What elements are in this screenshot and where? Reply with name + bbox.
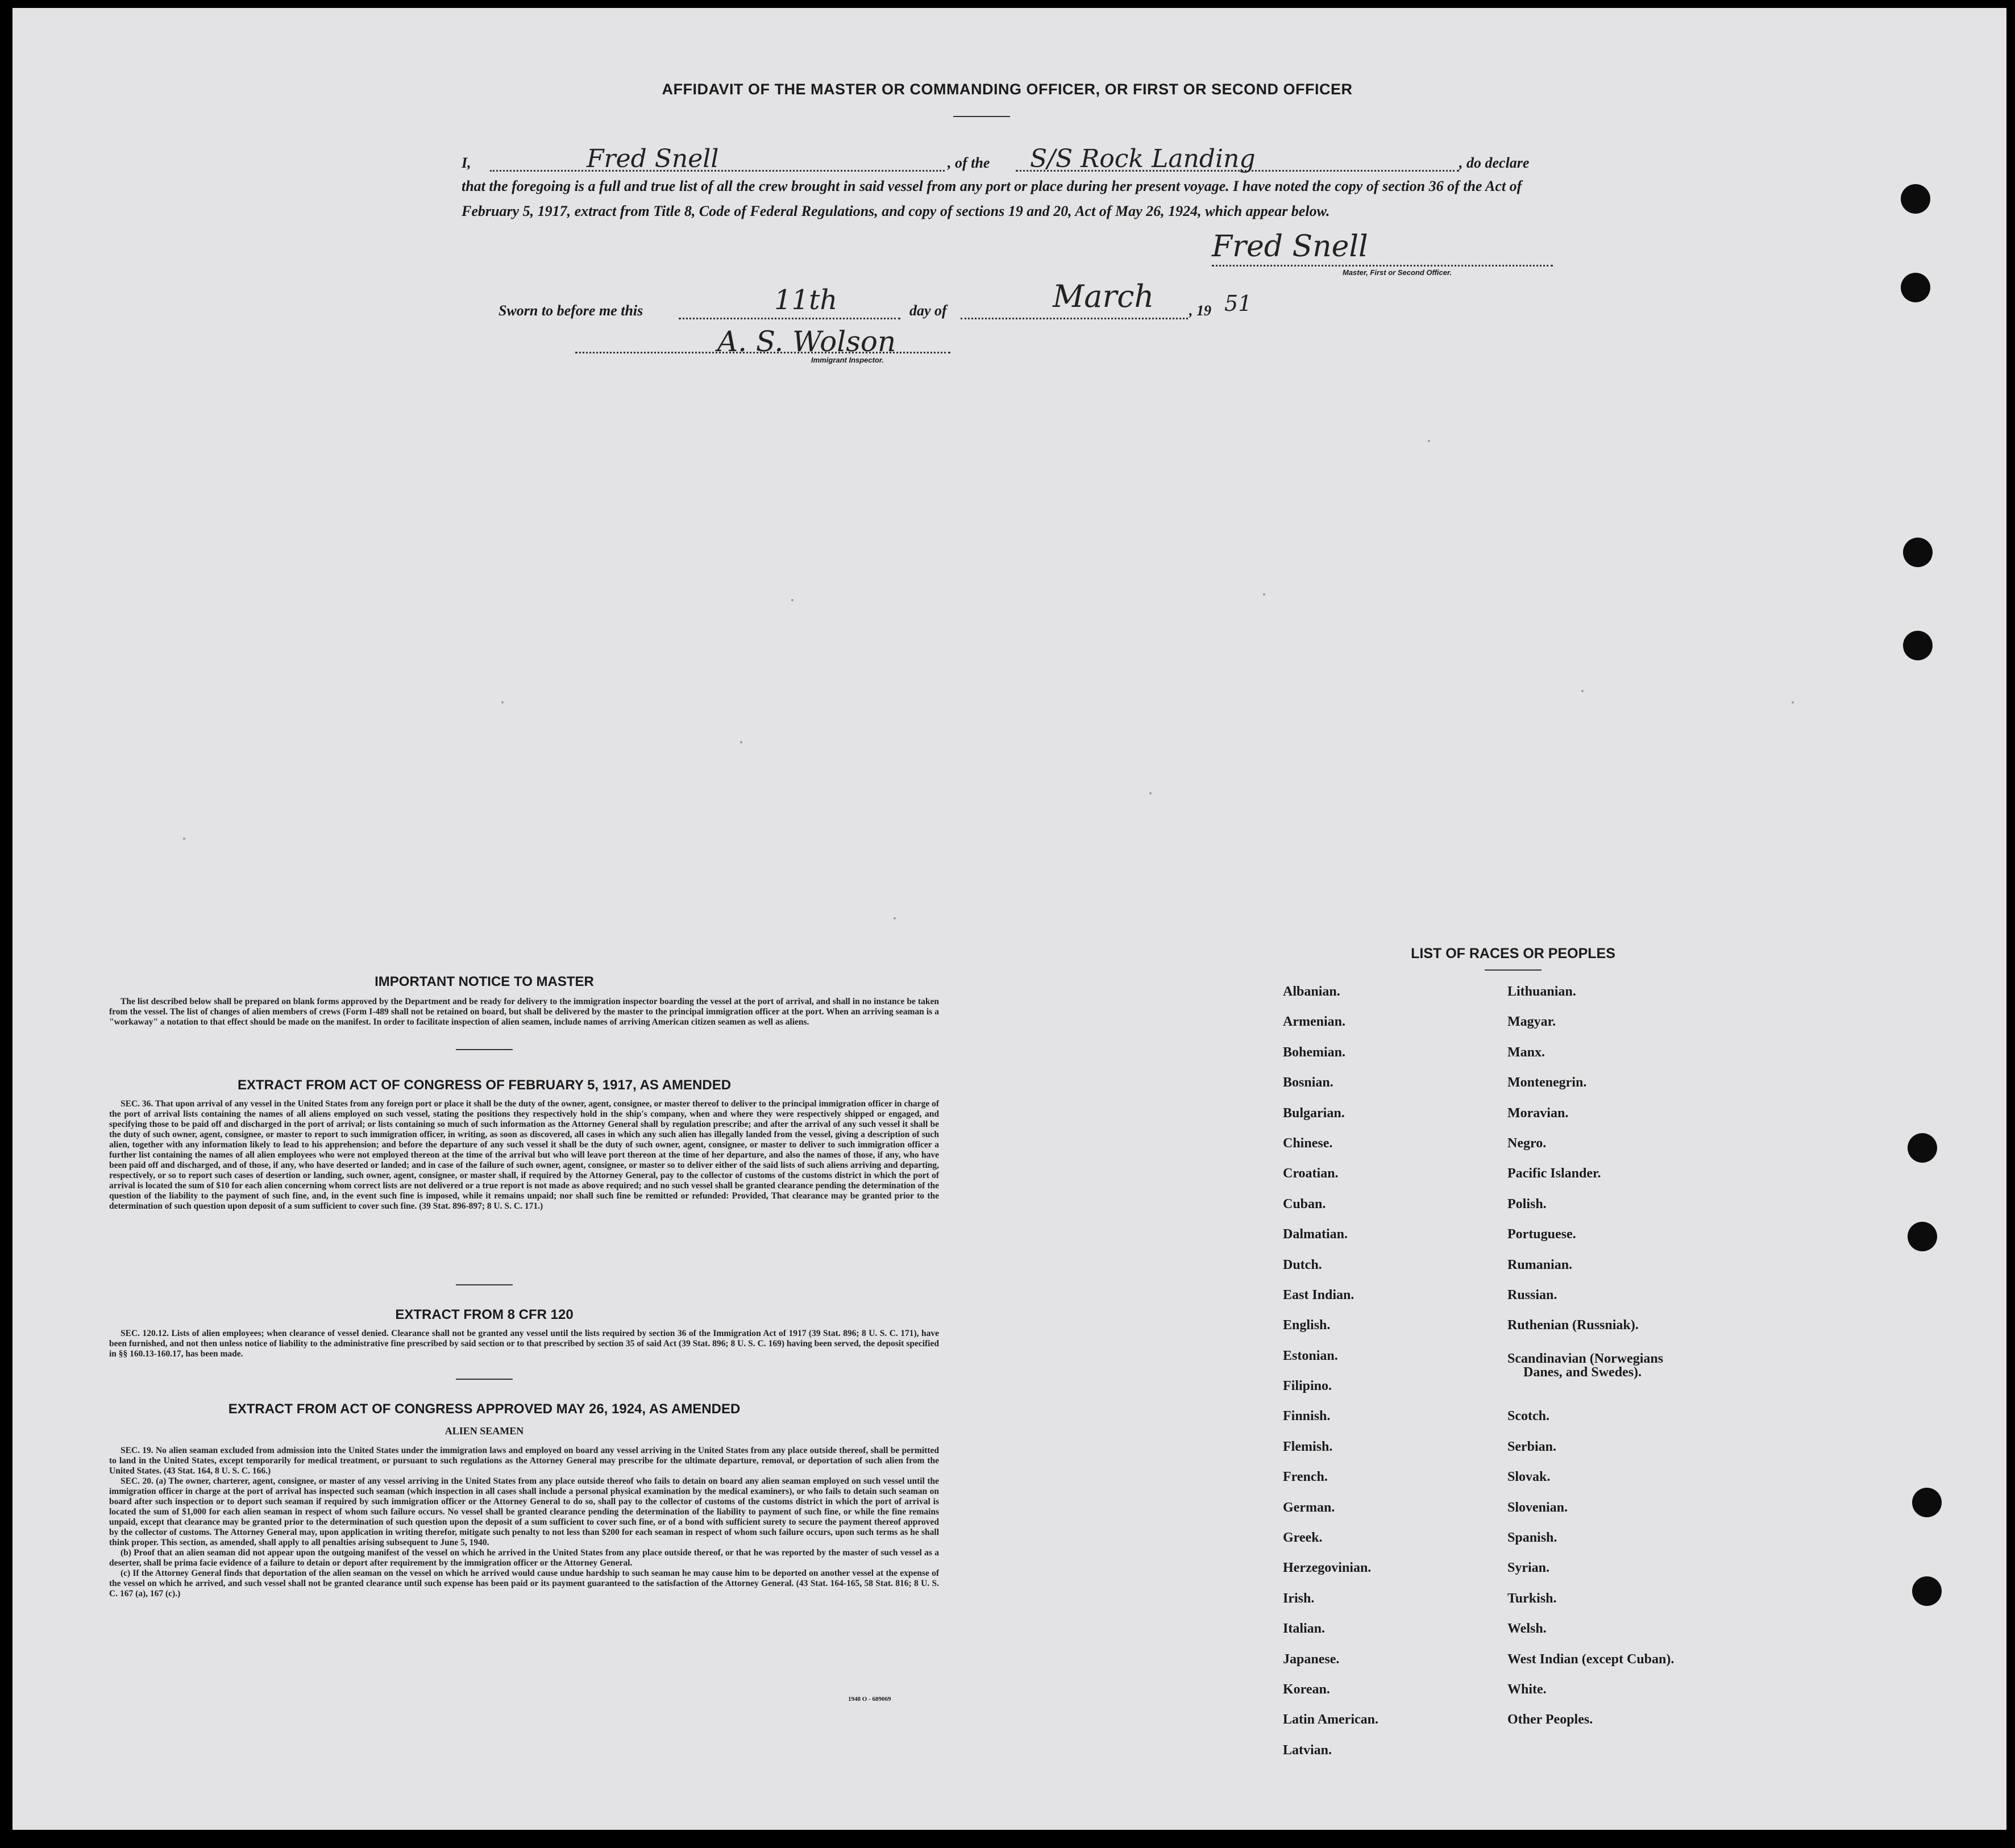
extract-1917-paragraph: SEC. 36. That upon arrival of any vessel in the United States from any foreign port or place it shall be the duty of the owner, agent, consignee, or master thereof to deliver to the principal immigration officer in charge of the port of arrival lists containing the names of all aliens employed on such vessel, stating the positions they respectively hold in the ship's company, when and where they were respectively shipped or engaged, and specifying those to be paid off and discharged in the port of arrival; or lists containing so much of such information as the Attorney General shall by regulation prescribe; and after the arrival of any such vessel it shall be the duty of such owner, agent, consignee, or master to report to such immigration officer, in writing, as soon as discovered, all cases in which any such alien has illegally landed from the vessel, giving a description of such alien, together with any information likely to lead to his apprehension; and before the departure of any such vessel it shall be the duty of such owner, agent, consignee, or master to deliver to such immigration officer a further list containing the names of all alien employees who were not employed thereon at the time of the arrival but who will leave port thereon at the time of her departure, and also the names of those, if any, who have been paid off and discharged, and of those, if any, who have deserted or landed; and in case of the failure of such owner, agent, consignee, or master so to deliver either of the said lists of such aliens arriving and departing, respectively, or so to report such cases of desertion or landing, such owner, agent, consignee, or master shall, if required by the Attorney General, pay to the collector of customs of the customs district in which the port of arrival is located the sum of $10 for each alien concerning whom correct lists are not delivered or a true report is not made as above required; and no such vessel shall be granted clearance pending the determination of the question of the liability to the payment of such fine, and, in the event such fine is imposed, while it remains unpaid; nor shall such fine be remitted or refunded: Provided, That clearance may be granted prior to the determination of such question upon deposit of a sum sufficient to cover such fine. (39 Stat. 896-897; 8 U. S. C. 171.) — [109, 1099, 939, 1211]
race-item: Korean. — [1283, 1681, 1330, 1697]
sworn-month-handwritten: March — [1053, 278, 1154, 314]
affidavit-prefix: I, — [462, 155, 471, 171]
race-item: Montenegrin. — [1507, 1075, 1587, 1091]
races-column-2 — [1507, 984, 1674, 1743]
binder-hole-icon — [1908, 1222, 1937, 1251]
race-item: Slovenian. — [1507, 1500, 1568, 1515]
affidavit-title: AFFIDAVIT OF THE MASTER OR COMMANDING OFFICER, OR FIRST OR SECOND OFFICER — [662, 81, 1353, 98]
inspector-signature: A. S. Wolson — [717, 325, 896, 358]
race-item: Lithuanian. — [1507, 984, 1576, 999]
race-item: Russian. — [1507, 1287, 1557, 1302]
extract-1924-title: EXTRACT FROM ACT OF CONGRESS APPROVED MAY 26, 1924, AS AMENDED — [228, 1401, 741, 1417]
extract-1924-subtitle: ALIEN SEAMEN — [444, 1425, 524, 1437]
race-item: Armenian. — [1283, 1014, 1345, 1030]
section-20c-paragraph: (c) If the Attorney General finds that deportation of the alien seaman on the vessel on which he arrived would cause undue hardship to such seaman he may cause him to be deported on another vessel at the expense of the vessel on which he arrived, and such vessel shall not be granted clearance until such expense has been paid or its payment guaranteed to the satisfaction of the Attorney General. (43 Stat. 164-165, 58 Stat. 816; 8 U. S. C. 167 (a), 167 (c).) — [109, 1568, 939, 1599]
race-item: Negro. — [1507, 1135, 1547, 1151]
race-item: Dutch. — [1283, 1257, 1322, 1272]
vessel-name-handwritten: S/S Rock Landing — [1030, 144, 1256, 173]
race-item: Albanian. — [1283, 984, 1340, 999]
race-item: Portuguese. — [1507, 1227, 1576, 1242]
section-20a-paragraph: SEC. 20. (a) The owner, charterer, agent, consignee, or master of any vessel arriving in the United States from any place outside thereof who fails to detain on board any alien seaman employed on such vessel until the immigration officer in charge at the port of arrival has inspected such seaman (which inspection in all cases shall include a personal physical examination by the medical examiners), or who fails to detain such seaman on board after such inspection or to deport such seaman if required by such immigration officer or the Attorney General to do so, shall pay to the collector of customs of the customs district in which the port of arrival is located the sum of $1,000 for each alien seaman in respect of whom such failure occurs. No vessel shall be granted clearance pending the determination of the liability to payment of such fine, or while the fine remains unpaid, except that clearance may be granted prior to the determination of such question upon the deposit of a sum sufficient to cover such fine, or of a bond with sufficient surety to secure the payment thereof approved by the collector of customs. The Attorney General may, upon application in writing therefor, mitigate such penalty to not less than $200 for each seaman in respect of whom such failure occurs, upon such terms as he shall think proper. This section, as amended, shall apply to all penalties arising subsequent to June 5, 1940. — [109, 1476, 939, 1547]
of-the-label: , of the — [948, 155, 990, 171]
sworn-year-handwritten: 51 — [1224, 291, 1252, 316]
race-item: Cuban. — [1283, 1196, 1326, 1212]
race-item: Flemish. — [1283, 1439, 1333, 1454]
extract-1924-text — [109, 1446, 939, 1599]
race-item: Syrian. — [1507, 1560, 1550, 1576]
race-item: Irish. — [1283, 1591, 1315, 1606]
do-declare-label: , do declare — [1459, 155, 1530, 171]
race-item: Finnish. — [1283, 1409, 1331, 1424]
race-item: Spanish. — [1507, 1530, 1557, 1546]
races-column-1 — [1283, 984, 1378, 1773]
race-item: Polish. — [1507, 1196, 1547, 1212]
day-of-label: day of — [909, 302, 947, 319]
binder-hole-icon — [1903, 538, 1933, 567]
binder-hole-icon — [1901, 184, 1930, 214]
extract-cfr-text — [109, 1329, 939, 1359]
extract-cfr-paragraph: SEC. 120.12. Lists of alien employees; when clearance of vessel denied. Clearance shall not be granted any vessel until the lists required by section 36 of the Immigration Act of 1917 (39 Stat. 896; 8 U. S. C. 171), have been furnished, and not then unless notice of liability to the administrative fine prescribed by said section or to that prescribed by section 35 of said Act (39 Stat. 896; 8 U. S. C. 169) having been served, the deposit specified in §§ 160.13-160.17, has been made. — [109, 1329, 939, 1359]
master-name-handwritten: Fred Snell — [587, 144, 719, 173]
race-item: Moravian. — [1507, 1105, 1569, 1121]
race-item: German. — [1283, 1500, 1335, 1515]
races-title: LIST OF RACES OR PEOPLES — [1411, 946, 1615, 962]
race-item: Scandinavian (Norwegians — [1507, 1351, 1664, 1366]
race-item: Bosnian. — [1283, 1075, 1333, 1091]
inspector-caption: Immigrant Inspector. — [811, 356, 884, 364]
race-item: Welsh. — [1507, 1621, 1547, 1637]
race-item: Latvian. — [1283, 1742, 1332, 1758]
year-prefix: , 19 — [1189, 302, 1211, 319]
race-item: English. — [1283, 1318, 1331, 1333]
race-item-continuation: Danes, and Swedes). — [1523, 1364, 1642, 1380]
race-item: Chinese. — [1283, 1135, 1333, 1151]
master-signature: Fred Snell — [1212, 230, 1368, 264]
race-item: Rumanian. — [1507, 1257, 1573, 1272]
race-item: Bohemian. — [1283, 1044, 1346, 1060]
race-item: East Indian. — [1283, 1287, 1355, 1302]
race-item: French. — [1283, 1470, 1328, 1485]
affidavit-body: that the foregoing is a full and true list of all the crew brought in said vessel from any port or place during her present voyage. I have noted the copy of section 36 of the Act of February 5, 1917, extract from Title 8, Code of Federal Regulations, and copy of sections 19 and 20, Act of May 26, 1924, which appear below. — [462, 178, 1522, 219]
notice-text — [109, 997, 939, 1027]
notice-title: IMPORTANT NOTICE TO MASTER — [375, 974, 594, 989]
race-item: Turkish. — [1507, 1591, 1557, 1606]
race-item: Ruthenian (Russniak). — [1507, 1318, 1639, 1333]
race-item: Serbian. — [1507, 1439, 1557, 1454]
race-item: White. — [1507, 1682, 1547, 1697]
sworn-day-handwritten: 11th — [774, 284, 838, 316]
binder-hole-icon — [1912, 1488, 1942, 1517]
race-item: Greek. — [1283, 1530, 1323, 1546]
race-item: Estonian. — [1283, 1348, 1338, 1363]
print-code: 1948 O - 689069 — [848, 1696, 891, 1703]
binder-hole-icon — [1908, 1133, 1937, 1163]
section-20b-paragraph: (b) Proof that an alien seaman did not appear upon the outgoing manifest of the vessel on which he arrived in the United States from any place outside thereof, or that he was reported by the master of such vessel as a deserter, shall be prima facie evidence of a failure to detain or deport after requirement by the immigration officer or the Attorney General. — [109, 1548, 939, 1568]
race-item-scandinavian — [1507, 1348, 1674, 1409]
race-item: Japanese. — [1283, 1651, 1340, 1667]
race-item: Dalmatian. — [1283, 1227, 1348, 1242]
race-item: Pacific Islander. — [1507, 1166, 1601, 1181]
race-item: Other Peoples. — [1507, 1712, 1593, 1728]
race-item: Slovak. — [1507, 1470, 1551, 1485]
race-item: Scotch. — [1507, 1409, 1549, 1424]
binder-hole-icon — [1912, 1576, 1942, 1606]
race-item: Magyar. — [1507, 1014, 1556, 1030]
race-item: West Indian (except Cuban). — [1507, 1651, 1675, 1667]
binder-hole-icon — [1903, 631, 1933, 660]
sworn-prefix: Sworn to before me this — [498, 302, 643, 319]
race-item: Bulgarian. — [1283, 1105, 1345, 1121]
master-caption: Master, First or Second Officer. — [1343, 268, 1452, 277]
race-item: Herzegovinian. — [1283, 1560, 1372, 1576]
race-item: Latin American. — [1283, 1712, 1378, 1728]
race-item: Croatian. — [1283, 1166, 1339, 1181]
extract-1917-title: EXTRACT FROM ACT OF CONGRESS OF FEBRUARY 5, 1917, AS AMENDED — [237, 1077, 732, 1093]
extract-cfr-title: EXTRACT FROM 8 CFR 120 — [395, 1307, 574, 1322]
binder-hole-icon — [1901, 273, 1930, 302]
race-item: Italian. — [1283, 1621, 1326, 1637]
race-item: Filipino. — [1283, 1379, 1332, 1394]
race-item: Manx. — [1507, 1044, 1545, 1060]
notice-paragraph: The list described below shall be prepared on blank forms approved by the Department and be ready for delivery to the immigration inspector boarding the vessel at the port of arrival, and shall in no instance be taken from the vessel. The list of changes of alien members of crews (Form I-489 shall not be retained on board, but shall be delivered by the master to the principal immigration officer at the port. When an arriving seaman is a "workaway" a notation to that effect should be made on the manifest. In order to facilitate inspection of alien seamen, include names of arriving American citizen seamen as well as aliens. — [109, 997, 939, 1027]
document-page — [13, 8, 2006, 1830]
extract-1917-text — [109, 1099, 939, 1212]
section-19-paragraph: SEC. 19. No alien seaman excluded from admission into the United States under the immigration laws and employed on board any vessel arriving in the United States from any place outside thereof, shall be permitted to land in the United States, except temporarily for medical treatment, or pursuant to such regulations as the Attorney General may prescribe for the ultimate departure, removal, or deportation of such alien from the United States. (43 Stat. 164, 8 U. S. C. 166.) — [109, 1446, 939, 1476]
